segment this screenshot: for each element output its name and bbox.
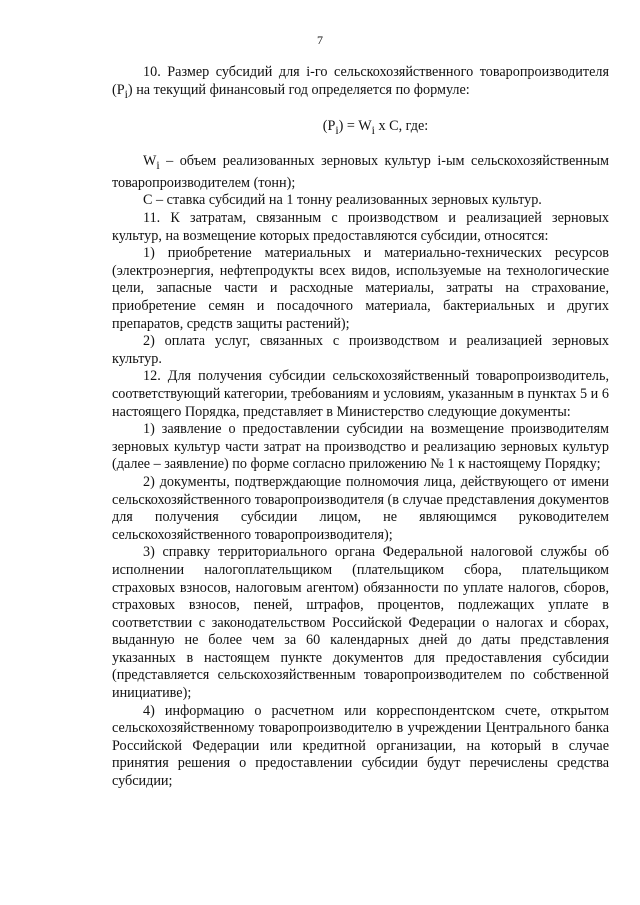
paragraph-11: 11. К затратам, связанным с производством и реализацией зерновых культур, на возмещение которых предоставляются субсидии, относятся:: [112, 210, 609, 244]
paragraph-12-item-1: 1) заявление о предоставлении субсидии на возмещение производителям зерновых культур части затрат на производство и реализацию зерновых культур (далее – заявление) по форме согласно приложению № 1 к настоящему Порядку;: [112, 421, 609, 473]
paragraph-12-item-2: 2) документы, подтверждающие полномочия лица, действующего от имени сельскохозяйственного товаропроизводителя (в случае представления документов для получения субсидии лицом, не являющимся руководителем сельскохозяйственного товаропроизводителя);: [112, 473, 609, 543]
subsidy-formula: [112, 118, 609, 139]
paragraph-11-item-1: 1) приобретение материальных и материально-технических ресурсов (электроэнергия, нефтепродукты всех видов, используемые на технологические цели, запасные части и расходные материалы, затраты на страхование, приобретение семян и посадочного материала, бактериальных и других препаратов, средств защиты растений);: [112, 245, 609, 332]
paragraph-10-text: 10. Размер субсидий для i-го сельскохозяйственного товаропроизводителя (P: [112, 64, 609, 98]
formula-part: x C, где:: [374, 118, 429, 135]
paragraph-10-tail: ) на текущий финансовый год определяется по формуле:: [127, 81, 470, 98]
definition-c: С – ставка субсидий на 1 тонну реализованных зерновых культур.: [143, 192, 542, 209]
definition-w-text: – объем реализованных зерновых культур i-ым сельскохозяйственным товаропроизводителем (тонн);: [112, 153, 609, 191]
document-body: [112, 64, 609, 791]
definition-w-symbol: W: [143, 153, 157, 170]
paragraph-11-item-2: 2) оплата услуг, связанных с производством и реализацией зерновых культур.: [112, 333, 609, 367]
formula-subscript: i: [371, 122, 375, 137]
formula-part: ) = W: [338, 118, 372, 135]
subscript-i: i: [124, 86, 128, 101]
paragraph-12: 12. Для получения субсидии сельскохозяйственный товаропроизводитель, соответствующий категории, требованиям и условиям, указанным в пунктах 5 и 6 настоящего Порядка, представляет в Министерство следующие документы:: [112, 368, 609, 420]
formula-part: (P: [322, 118, 336, 135]
paragraph-10: [112, 64, 609, 103]
formula-subscript: i: [335, 122, 339, 137]
paragraph-12-item-4: 4) информацию о расчетном или корреспондентском счете, открытом сельскохозяйственному товаропроизводителю в учреждении Центрального банка Российской Федерации или кредитной организации, на который в случае принятия решения о предоставлении субсидии будут перечислены средства субсидии;: [112, 702, 609, 790]
definition-w: [112, 153, 609, 192]
page-number: 7: [317, 33, 323, 47]
paragraph-12-item-3: 3) справку территориального органа Федеральной налоговой службы об исполнении налогоплательщиком (плательщиком сбора, плательщиком страховых взносов, налоговым агентом) обязанности по уплате налогов, сборов, страховых взносов, пеней, штрафов, процентов, подлежащих уплате в соответствии с законодательством Российской Федерации о налогах и сборах, выданную не более чем за 60 календарных дней до даты представления указанных в настоящем пункте документов для предоставления субсидии (представляется сельскохозяйственным товаропроизводителем по собственной инициативе);: [112, 544, 609, 702]
subscript-i: i: [156, 158, 160, 173]
